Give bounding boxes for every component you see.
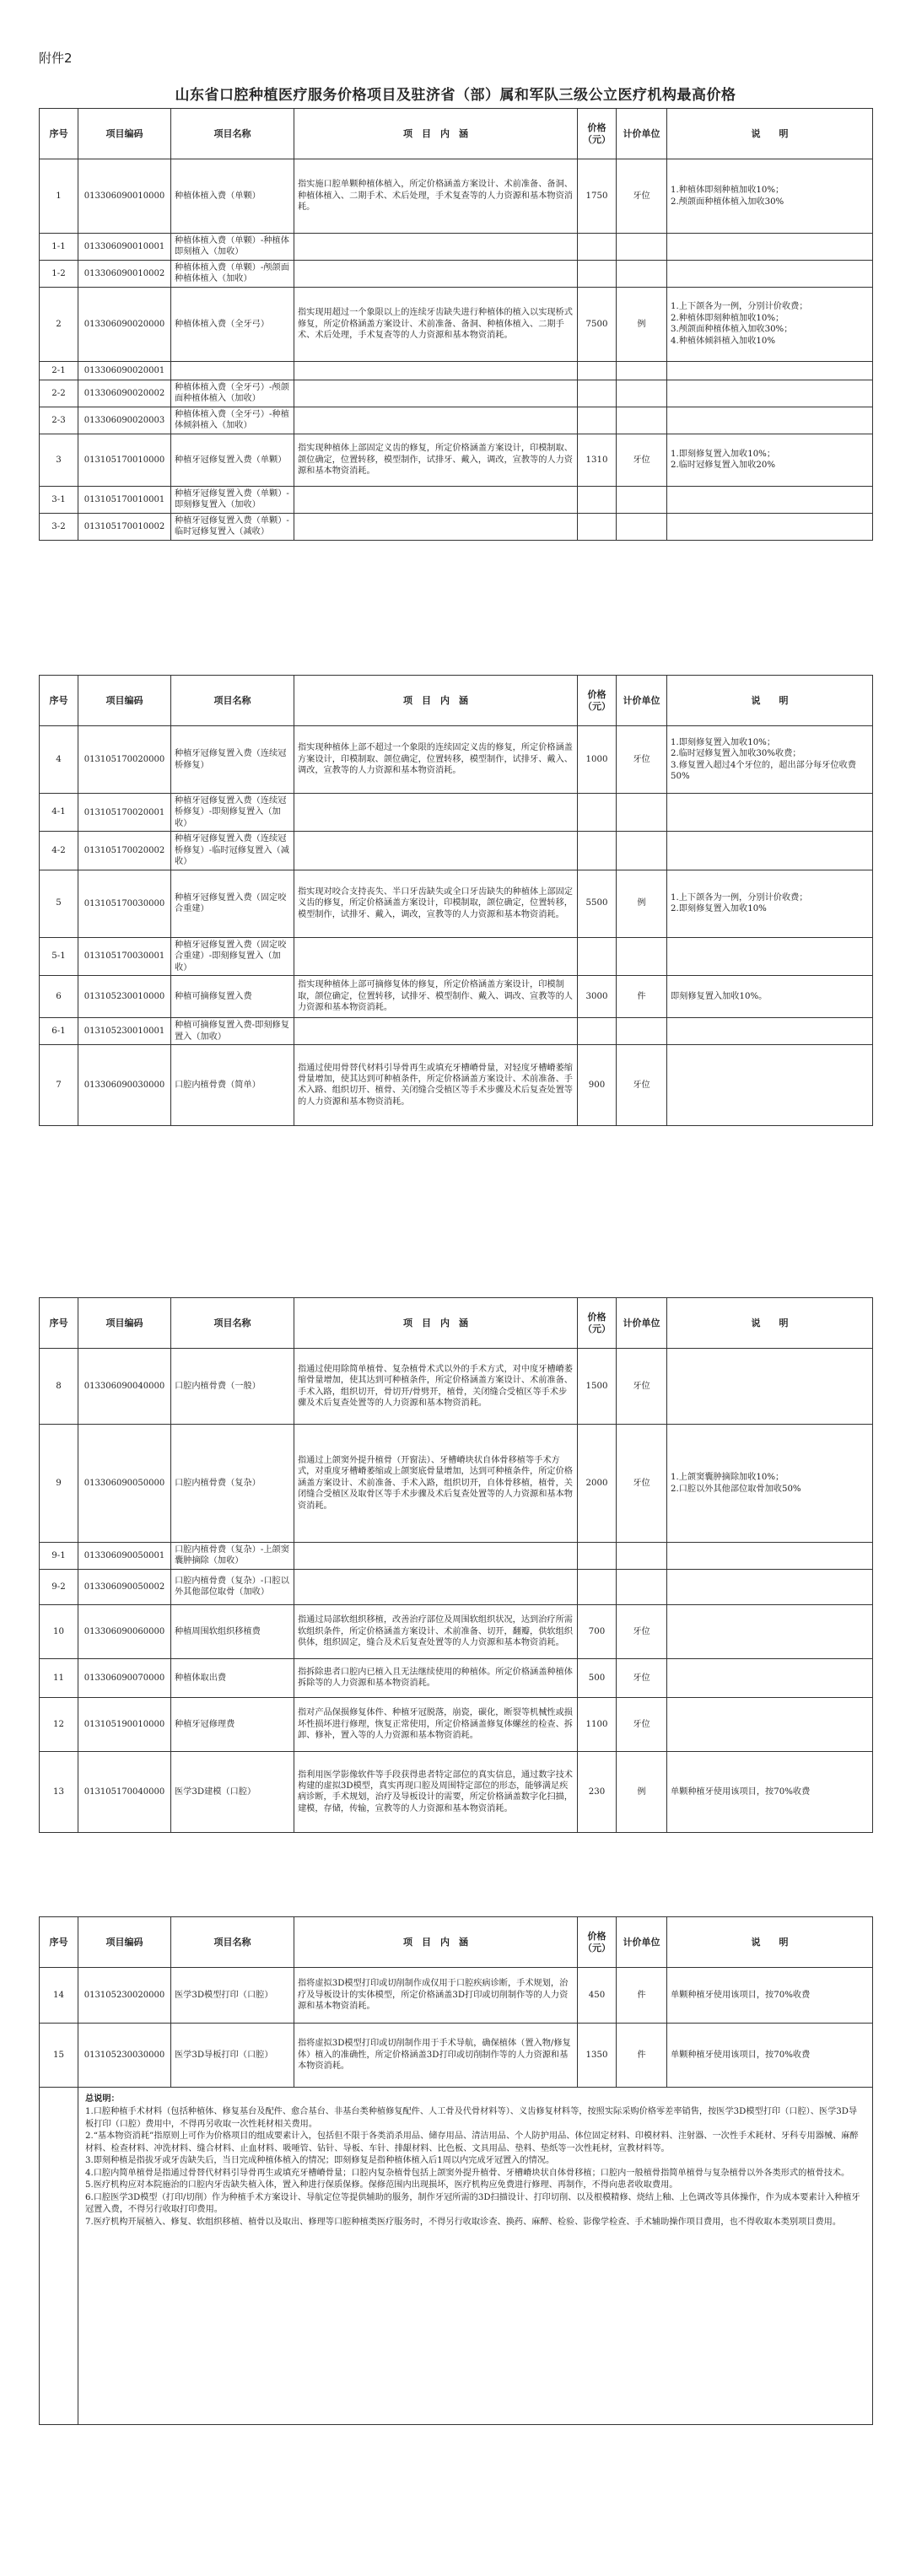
row-unit	[617, 234, 667, 261]
header-name: 项目名称	[171, 1298, 294, 1349]
row-name: 种植可摘修复置入费	[171, 976, 294, 1018]
table-row	[40, 832, 873, 870]
row-content: 指实施口腔单颗种植体植入，所定价格涵盖方案设计、术前准备、备洞、种植体植入、二期手术、术后处理，手术复查等的人力资源和基本物资消耗。	[294, 159, 578, 234]
row-code: 013306090020003	[78, 407, 171, 434]
header-note: 说 明	[667, 1917, 873, 1968]
header-unit: 计价单位	[617, 1917, 667, 1968]
row-content: 指通过使用除简单植骨、复杂植骨术式以外的手术方式，对中度牙槽嵴萎缩骨量增加，使其达到可种植条件，所定价格涵盖方案设计、术前准备、手术入路，组织切开，骨切开/骨劈开，植骨，关闭缝合受植区等手术步骤及术后复查处置等的人力资源和基本物资消耗。	[294, 1349, 578, 1425]
row-name: 种植牙冠修复置入费（固定咬合重建）	[171, 870, 294, 937]
row-seq: 2-1	[40, 361, 78, 380]
row-note	[667, 260, 873, 287]
row-unit: 牙位	[617, 1604, 667, 1658]
table-row	[40, 1349, 873, 1425]
row-name: 医学3D模型打印（口腔）	[171, 1968, 294, 2024]
header-price: 价格（元）	[578, 676, 617, 726]
header-note: 说 明	[667, 1298, 873, 1349]
row-price: 1350	[578, 2024, 617, 2088]
row-price: 1750	[578, 159, 617, 234]
row-note	[667, 486, 873, 513]
header-price: 价格（元）	[578, 1917, 617, 1968]
row-content: 指实现种植体上部可摘修复体的修复，所定价格涵盖方案设计，印模制取，颌位确定，位置转移，试排牙、模型制作、戴入、调改、宣教等的人力资源和基本物资消耗。	[294, 976, 578, 1018]
row-code: 013105190010000	[78, 1697, 171, 1751]
row-seq: 1-2	[40, 260, 78, 287]
row-code: 013306090010002	[78, 260, 171, 287]
row-price: 5500	[578, 870, 617, 937]
row-code: 013105170020000	[78, 726, 171, 794]
row-content: 指利用医学影像软件等手段获得患者特定部位的真实信息，通过数字技术构建的虚拟3D模型，真实再现口腔及周围特定部位的形态，能够满足疾病诊断，手术规划，治疗及导板设计的需要，所定价格涵盖数字化扫描，建模，存储，传输，宣教等的人力资源和基本物资消耗。	[294, 1751, 578, 1832]
table-row	[40, 287, 873, 361]
row-name: 种植可摘修复置入费-即刻修复置入（加收）	[171, 1018, 294, 1045]
row-unit	[617, 260, 667, 287]
row-name: 口腔内植骨费（复杂）-口腔以外其他部位取骨（加收）	[171, 1569, 294, 1604]
row-price: 1100	[578, 1697, 617, 1751]
row-unit: 件	[617, 1968, 667, 2024]
table-row	[40, 1018, 873, 1045]
header-seq: 序号	[40, 1298, 78, 1349]
row-name: 种植牙冠修复置入费（连续冠桥修复）-即刻修复置入（加收）	[171, 794, 294, 832]
row-name: 种植牙冠修复置入费（固定咬合重建）-即刻修复置入（加收）	[171, 937, 294, 975]
row-code: 013105230030000	[78, 2024, 171, 2088]
row-price: 2000	[578, 1425, 617, 1543]
table-row	[40, 1569, 873, 1604]
row-price	[578, 260, 617, 287]
row-name: 种植牙冠修复置入费（单颗）	[171, 434, 294, 486]
row-note: 1.即刻修复置入加收10%； 2.临时冠修复置入加收30%收费； 3.修复置入超过4个牙位的，超出部分每牙位收费50%	[667, 726, 873, 794]
row-note: 即刻修复置入加收10%。	[667, 976, 873, 1018]
row-seq: 15	[40, 2024, 78, 2088]
row-content: 指将虚拟3D模型打印或切削制作用于手术导航，确保植体（置入物/修复体）植入的准确性，所定价格涵盖3D打印或切削制作等的人力资源和基本物资消耗。	[294, 2024, 578, 2088]
header-content: 项 目 内 涵	[294, 1917, 578, 1968]
row-price: 1000	[578, 726, 617, 794]
row-price	[578, 361, 617, 380]
table-row	[40, 260, 873, 287]
row-unit: 牙位	[617, 159, 667, 234]
row-name: 种植周围软组织移植费	[171, 1604, 294, 1658]
row-name: 种植牙冠修复置入费（单颗）-即刻修复置入（加收）	[171, 486, 294, 513]
row-code: 013105170030001	[78, 937, 171, 975]
price-table-2	[39, 675, 873, 1126]
price-table-1	[39, 108, 873, 541]
row-name: 医学3D导板打印（口腔）	[171, 2024, 294, 2088]
page-title: 山东省口腔种植医疗服务价格项目及驻济省（部）属和军队三级公立医疗机构最高价格	[175, 87, 736, 104]
row-code: 013306090050002	[78, 1569, 171, 1604]
row-content	[294, 1569, 578, 1604]
header-unit: 计价单位	[617, 1298, 667, 1349]
table-row	[40, 870, 873, 937]
row-seq: 5-1	[40, 937, 78, 975]
row-content: 指通过上颌窦外提升植骨（开窗法）、牙槽嵴块状自体骨移植等手术方式，对重度牙槽嵴萎缩或上颌窦底骨量增加，达到可种植条件，所定价格涵盖方案设计、术前准备、手术入路，组织切开，自体骨移植，植骨，关闭缝合受植区及取骨区等手术步骤及术后复查处置等的人力资源和基本物资消耗。	[294, 1425, 578, 1543]
row-content: 指对产品保损修复体件、种植牙冠脱落，崩瓷，碳化，断裂等机械性或损坏性损坏进行修理，恢复正常使用，所定价格涵盖修复体螺丝的检查、拆卸、修补，置入等的人力资源和基本物资消耗。	[294, 1697, 578, 1751]
row-name: 种植体植入费（全牙弓）-种植体倾斜植入（加收）	[171, 407, 294, 434]
table-row	[40, 1751, 873, 1832]
row-unit: 牙位	[617, 1349, 667, 1425]
table-row	[40, 434, 873, 486]
row-note: 1.上颌窦囊肿摘除加收10%； 2.口腔以外其他部位取骨加收50%	[667, 1425, 873, 1543]
header-content: 项 目 内 涵	[294, 676, 578, 726]
row-price	[578, 832, 617, 870]
row-price	[578, 1569, 617, 1604]
row-price	[578, 937, 617, 975]
row-content: 指通过使用骨替代材料引导骨再生或填充牙槽嵴骨量，对轻度牙槽嵴萎缩骨量增加，使其达到可种植条件，所定价格涵盖方案设计、术前准备、手术入路、组织切开、植骨、关闭缝合受植区等手术步骤及术后复查处置等的人力资源和基本物资消耗。	[294, 1044, 578, 1125]
row-name: 种植体取出费	[171, 1658, 294, 1697]
table-header-row	[40, 109, 873, 159]
table-row	[40, 1968, 873, 2024]
row-price: 230	[578, 1751, 617, 1832]
header-unit: 计价单位	[617, 676, 667, 726]
header-seq: 序号	[40, 1917, 78, 1968]
row-name: 种植牙冠修理费	[171, 1697, 294, 1751]
row-note	[667, 361, 873, 380]
row-code: 013306090040000	[78, 1349, 171, 1425]
general-note-item: 4.口腔内简单植骨是指通过骨替代材料引导骨再生或填充牙槽嵴骨量；口腔内复杂植骨包括上颌窦外提升植骨、牙槽嵴块状自体骨移植；口腔内一般植骨指简单植骨与复杂植骨以外各类形式的植骨技术。	[85, 2168, 850, 2178]
row-content	[294, 832, 578, 870]
row-name: 口腔内植骨费（复杂）-上颌窦囊肿摘除（加收）	[171, 1543, 294, 1570]
row-seq: 7	[40, 1044, 78, 1125]
row-code: 013105170010000	[78, 434, 171, 486]
table-row	[40, 976, 873, 1018]
row-seq: 12	[40, 1697, 78, 1751]
row-seq: 3	[40, 434, 78, 486]
row-content	[294, 234, 578, 261]
row-seq: 11	[40, 1658, 78, 1697]
price-table-4	[39, 1916, 873, 2425]
row-price: 700	[578, 1604, 617, 1658]
row-note	[667, 1697, 873, 1751]
row-unit	[617, 407, 667, 434]
row-note	[667, 1044, 873, 1125]
row-seq: 8	[40, 1349, 78, 1425]
row-note	[667, 1604, 873, 1658]
row-name: 种植体植入费（单颗）-种植体即刻植入（加收）	[171, 234, 294, 261]
row-note: 1.即刻修复置入加收10%； 2.临时冠修复置入加收20%	[667, 434, 873, 486]
row-code: 013105230010001	[78, 1018, 171, 1045]
table-row	[40, 513, 873, 540]
row-code: 013306090050001	[78, 1543, 171, 1570]
row-code: 013105170010002	[78, 513, 171, 540]
row-content	[294, 1543, 578, 1570]
row-unit: 牙位	[617, 1658, 667, 1697]
header-unit: 计价单位	[617, 109, 667, 159]
row-seq: 1-1	[40, 234, 78, 261]
table-row	[40, 407, 873, 434]
table-row	[40, 380, 873, 407]
row-name	[171, 361, 294, 380]
row-price	[578, 380, 617, 407]
header-content: 项 目 内 涵	[294, 1298, 578, 1349]
header-content: 项 目 内 涵	[294, 109, 578, 159]
table-row	[40, 937, 873, 975]
header-note: 说 明	[667, 676, 873, 726]
general-notes	[78, 2088, 873, 2425]
header-code: 项目编码	[78, 109, 171, 159]
row-code: 013306090020001	[78, 361, 171, 380]
row-unit	[617, 1569, 667, 1604]
row-seq: 2-3	[40, 407, 78, 434]
row-content	[294, 937, 578, 975]
table-row	[40, 1425, 873, 1543]
row-code: 013306090010000	[78, 159, 171, 234]
row-seq: 9	[40, 1425, 78, 1543]
row-unit: 牙位	[617, 1697, 667, 1751]
general-note-item: 5.医疗机构应对本院施治的口腔内牙齿缺失植入体，置入种进行保质保修。保修范围内出现损坏，医疗机构应免费进行修理、再制作，不得向患者收取费用。	[85, 2180, 678, 2191]
header-code: 项目编码	[78, 1298, 171, 1349]
row-price	[578, 794, 617, 832]
row-name: 口腔内植骨费（一般）	[171, 1349, 294, 1425]
row-note	[667, 513, 873, 540]
row-name: 种植体植入费（全牙弓）	[171, 287, 294, 361]
general-note-item: 1.口腔种植手术材料（包括种植体、修复基台及配件、愈合基台、非基台类种植修复配件、人工骨及代骨材料等）、义齿修复材料等，按照实际采购价格零差率销售，按医学3D模型打印（口腔）、医学3D导板打印（口腔）费用中，不得再另收取一次性耗材相关费用。	[85, 2107, 858, 2129]
row-seq: 10	[40, 1604, 78, 1658]
row-seq: 9-1	[40, 1543, 78, 1570]
row-price: 7500	[578, 287, 617, 361]
row-name: 口腔内植骨费（简单）	[171, 1044, 294, 1125]
row-unit	[617, 380, 667, 407]
row-price: 900	[578, 1044, 617, 1125]
row-content	[294, 260, 578, 287]
row-content: 指实现种植体上部固定义齿的修复，所定价格涵盖方案设计，印模制取、颌位确定，位置转移，模型制作，试排牙、戴入，调改，宣教等的人力资源和基本物资消耗。	[294, 434, 578, 486]
row-content	[294, 1018, 578, 1045]
row-code: 013105170020001	[78, 794, 171, 832]
table-row	[40, 1543, 873, 1570]
table-row	[40, 1658, 873, 1697]
row-code: 013306090060000	[78, 1604, 171, 1658]
row-note: 1.种植体即刻种植加收10%； 2.颅颌面种植体植入加收30%	[667, 159, 873, 234]
table-row	[40, 1604, 873, 1658]
row-content: 指拆除患者口腔内已植入且无法继续使用的种植体。所定价格涵盖种植体拆除等的人力资源和基本物资消耗。	[294, 1658, 578, 1697]
row-note	[667, 937, 873, 975]
header-note: 说 明	[667, 109, 873, 159]
row-unit: 例	[617, 287, 667, 361]
row-unit: 牙位	[617, 1044, 667, 1125]
row-unit: 例	[617, 1751, 667, 1832]
row-unit: 例	[617, 870, 667, 937]
header-name: 项目名称	[171, 1917, 294, 1968]
row-note	[667, 1349, 873, 1425]
table-row	[40, 2024, 873, 2088]
attachment-label: 附件2	[39, 51, 73, 66]
table-row	[40, 1697, 873, 1751]
row-unit	[617, 832, 667, 870]
row-code: 013306090020002	[78, 380, 171, 407]
header-seq: 序号	[40, 676, 78, 726]
row-price: 3000	[578, 976, 617, 1018]
header-name: 项目名称	[171, 676, 294, 726]
row-content: 指通过局部软组织移植，改善治疗部位及周围软组织状况，达到治疗所需软组织条件，所定价格涵盖方案设计、术前准备、切开，翻瓣，供软组织供体，组织固定，缝合及术后复查处置等的人力资源和基本物资消耗。	[294, 1604, 578, 1658]
row-note: 单颗种植牙使用该项目，按70%收费	[667, 1968, 873, 2024]
table-row	[40, 159, 873, 234]
header-name: 项目名称	[171, 109, 294, 159]
table-row	[40, 361, 873, 380]
row-content	[294, 486, 578, 513]
row-code: 013306090050000	[78, 1425, 171, 1543]
row-price	[578, 1018, 617, 1045]
general-notes-row	[40, 2088, 873, 2425]
row-code: 013306090030000	[78, 1044, 171, 1125]
row-name: 种植体植入费（单颗）	[171, 159, 294, 234]
row-price: 1310	[578, 434, 617, 486]
row-content: 指实现种植体上部不超过一个象限的连续固定义齿的修复，所定价格涵盖方案设计，印模制取、颌位确定，位置转移，模型制作，试排牙、戴入、调改，宣教等的人力资源和基本物资消耗。	[294, 726, 578, 794]
general-notes-title: 总说明：	[85, 2094, 120, 2104]
row-note: 单颗种植牙使用该项目，按70%收费	[667, 2024, 873, 2088]
row-price: 500	[578, 1658, 617, 1697]
row-code: 013306090020000	[78, 287, 171, 361]
row-unit: 牙位	[617, 726, 667, 794]
table-row	[40, 1044, 873, 1125]
row-content	[294, 794, 578, 832]
row-seq: 9-2	[40, 1569, 78, 1604]
row-seq: 5	[40, 870, 78, 937]
table-header-row	[40, 1917, 873, 1968]
row-content: 指实现用超过一个象限以上的连续牙齿缺失进行种植体的植入以实现桥式修复，所定价格涵盖方案设计、术前准备、备洞、种植体植入、二期手术、术后处理，手术复查等的人力资源和基本物资消耗。	[294, 287, 578, 361]
row-code: 013105170020002	[78, 832, 171, 870]
row-content	[294, 380, 578, 407]
row-unit	[617, 1543, 667, 1570]
row-name: 种植牙冠修复置入费（连续冠桥修复）-临时冠修复置入（减收）	[171, 832, 294, 870]
row-note: 1.上下颌各为一例，分别计价收费； 2.种植体即刻种植加收10%； 3.颅颌面种植体植入加收30%； 4.种植体倾斜植入加收10%	[667, 287, 873, 361]
row-seq: 6	[40, 976, 78, 1018]
row-price	[578, 234, 617, 261]
row-seq: 2-2	[40, 380, 78, 407]
table-header-row	[40, 1298, 873, 1349]
header-price: 价格（元）	[578, 109, 617, 159]
row-unit: 件	[617, 976, 667, 1018]
header-seq: 序号	[40, 109, 78, 159]
row-seq: 1	[40, 159, 78, 234]
header-code: 项目编码	[78, 676, 171, 726]
table-row	[40, 486, 873, 513]
row-seq: 6-1	[40, 1018, 78, 1045]
row-unit	[617, 513, 667, 540]
row-note: 单颗种植牙使用该项目，按70%收费	[667, 1751, 873, 1832]
row-price	[578, 513, 617, 540]
row-name: 种植牙冠修复置入费（单颗）-临时冠修复置入（减收）	[171, 513, 294, 540]
general-note-item: 6.口腔医学3D模型（打印/切削）作为种植手术方案设计、导航定位等提供辅助的服务，制作牙冠所需的3D扫描设计、打印切削、以及根模精修、烧结上釉、上色调改等具体操作，作为成本要素计入种植牙冠置入费，不得另行收取打印费用。	[85, 2192, 860, 2215]
row-unit	[617, 794, 667, 832]
header-code: 项目编码	[78, 1917, 171, 1968]
row-seq: 4-1	[40, 794, 78, 832]
row-name: 种植体植入费（单颗）-颅颌面种植体植入（加收）	[171, 260, 294, 287]
row-content: 指将虚拟3D模型打印或切削制作成仅用于口腔疾病诊断，手术规划，治疗及导板设计的实体模型，所定价格涵盖3D打印或切削制作等的人力资源和基本物资消耗。	[294, 1968, 578, 2024]
row-unit	[617, 1018, 667, 1045]
row-code: 013306090010001	[78, 234, 171, 261]
row-seq: 3-2	[40, 513, 78, 540]
row-name: 口腔内植骨费（复杂）	[171, 1425, 294, 1543]
row-price: 450	[578, 1968, 617, 2024]
table-header-row	[40, 676, 873, 726]
row-unit: 牙位	[617, 434, 667, 486]
row-content	[294, 361, 578, 380]
row-code: 013306090070000	[78, 1658, 171, 1697]
row-name: 种植牙冠修复置入费（连续冠桥修复）	[171, 726, 294, 794]
row-content	[294, 513, 578, 540]
row-name: 医学3D建模（口腔）	[171, 1751, 294, 1832]
row-unit: 件	[617, 2024, 667, 2088]
table-row	[40, 726, 873, 794]
table-row	[40, 234, 873, 261]
general-note-item: 3.即刻种植是指拔牙或牙齿缺失后，当日完成种植体植入的情况；即刻修复是指种植体植入后1周以内完成牙冠置入的情况。	[85, 2156, 555, 2166]
row-unit: 牙位	[617, 1425, 667, 1543]
row-seq: 4-2	[40, 832, 78, 870]
row-note	[667, 1658, 873, 1697]
row-unit	[617, 937, 667, 975]
row-note	[667, 234, 873, 261]
row-note	[667, 1569, 873, 1604]
row-price	[578, 486, 617, 513]
row-price	[578, 407, 617, 434]
row-content	[294, 407, 578, 434]
header-price: 价格（元）	[578, 1298, 617, 1349]
row-price	[578, 1543, 617, 1570]
row-price: 1500	[578, 1349, 617, 1425]
row-note: 1.上下颌各为一例，分别计价收费； 2.即刻修复置入加收10%	[667, 870, 873, 937]
row-code: 013105230010000	[78, 976, 171, 1018]
row-note	[667, 407, 873, 434]
row-code: 013105170040000	[78, 1751, 171, 1832]
price-table-3	[39, 1297, 873, 1833]
row-note	[667, 832, 873, 870]
row-seq: 4	[40, 726, 78, 794]
row-note	[667, 1018, 873, 1045]
row-name: 种植体植入费（全牙弓）-颅颌面种植体植入（加收）	[171, 380, 294, 407]
general-note-item: 7.医疗机构开展植入、修复、软组织移植、植骨以及取出、修理等口腔种植类医疗服务时，不得另行收取诊查、换药、麻醉、检验、影像学检查、手术辅助操作项目费用，也不得收取本类别项目费用。	[85, 2217, 842, 2227]
row-note	[667, 1543, 873, 1570]
row-unit	[617, 486, 667, 513]
general-note-item: 2.“基本物资消耗”指原则上可作为价格项目的组成要素计入，包括但不限于各类消杀用品、储存用品、清洁用品、个人防护用品、体位固定材料、印模材料、注射器、一次性手术耗材、牙科专用器械、麻醉材料、检查材料、冲洗材料、缝合材料、止血材料、吸唾管、钻针、导板、车针、排龈材料、比色板、文具用品、垫料、垫纸等一次性耗材，宣教材料等。	[85, 2131, 859, 2153]
row-note	[667, 380, 873, 407]
row-seq: 14	[40, 1968, 78, 2024]
row-seq: 3-1	[40, 486, 78, 513]
table-row	[40, 794, 873, 832]
row-seq: 13	[40, 1751, 78, 1832]
row-seq: 2	[40, 287, 78, 361]
notes-spacer	[40, 2088, 78, 2425]
row-content: 指实现对咬合支持丧失、半口牙齿缺失或全口牙齿缺失的种植体上部固定义齿的修复，所定价格涵盖方案设计，印模制取，颌位确定，位置转移，模型制作，试排牙、戴入，调改，宣教等的人力资源和基本物资消耗。	[294, 870, 578, 937]
row-unit	[617, 361, 667, 380]
row-code: 013105170010001	[78, 486, 171, 513]
row-code: 013105170030000	[78, 870, 171, 937]
row-code: 013105230020000	[78, 1968, 171, 2024]
row-note	[667, 794, 873, 832]
